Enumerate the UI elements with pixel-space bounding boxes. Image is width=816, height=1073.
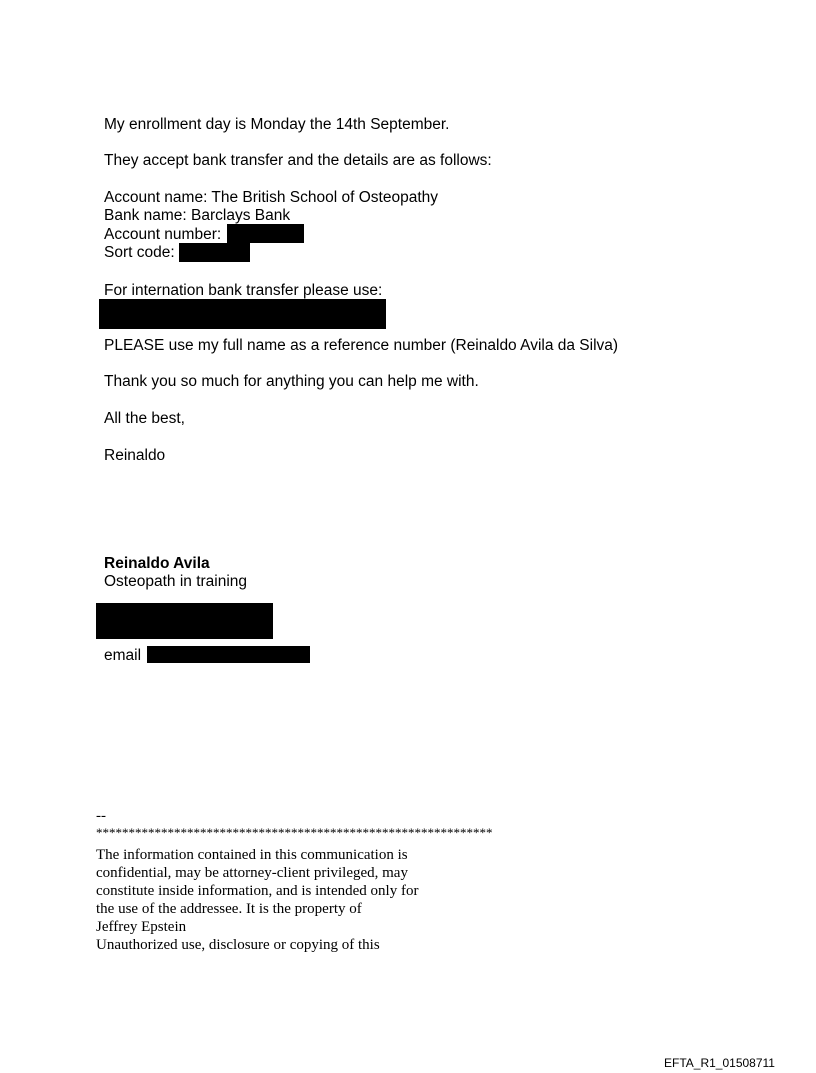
account-name-line: Account name: The British School of Osteopathy xyxy=(104,189,439,206)
sort-code-redaction xyxy=(179,243,250,262)
bank-name-line: Bank name: Barclays Bank xyxy=(104,207,291,224)
asterisk-divider: ************************************************************* xyxy=(96,825,493,840)
separator-dashes: -- xyxy=(96,808,106,824)
disclaimer-line: the use of the addressee. It is the property of xyxy=(96,901,362,917)
signature-name: Reinaldo Avila xyxy=(104,555,210,572)
international-details-redaction xyxy=(99,299,386,329)
closing-line: All the best, xyxy=(104,410,185,427)
reference-line: PLEASE use my full name as a reference number (Reinaldo Avila da Silva) xyxy=(104,337,619,354)
international-intro-line: For internation bank transfer please use: xyxy=(104,282,383,299)
disclaimer-line: confidential, may be attorney-client privileged, may xyxy=(96,865,408,881)
account-number-label: Account number: xyxy=(104,226,222,243)
disclaimer-line: constitute inside information, and is intended only for xyxy=(96,883,419,899)
document-id: EFTA_R1_01508711 xyxy=(664,1056,775,1070)
thanks-line: Thank you so much for anything you can help me with. xyxy=(104,373,479,390)
contact-details-redaction xyxy=(96,603,273,639)
disclaimer-line: Jeffrey Epstein xyxy=(96,919,187,935)
email-address-redaction xyxy=(147,646,310,663)
sort-code-label: Sort code: xyxy=(104,244,175,261)
account-number-redaction xyxy=(227,224,304,243)
signature-title: Osteopath in training xyxy=(104,573,248,590)
email-label: email xyxy=(104,647,142,664)
disclaimer-line: Unauthorized use, disclosure or copying of this xyxy=(96,937,380,953)
signoff-name: Reinaldo xyxy=(104,447,166,464)
transfer-intro-line: They accept bank transfer and the details are as follows: xyxy=(104,152,492,169)
disclaimer-line: The information contained in this communication is xyxy=(96,847,408,863)
enrollment-line: My enrollment day is Monday the 14th September. xyxy=(104,116,450,133)
